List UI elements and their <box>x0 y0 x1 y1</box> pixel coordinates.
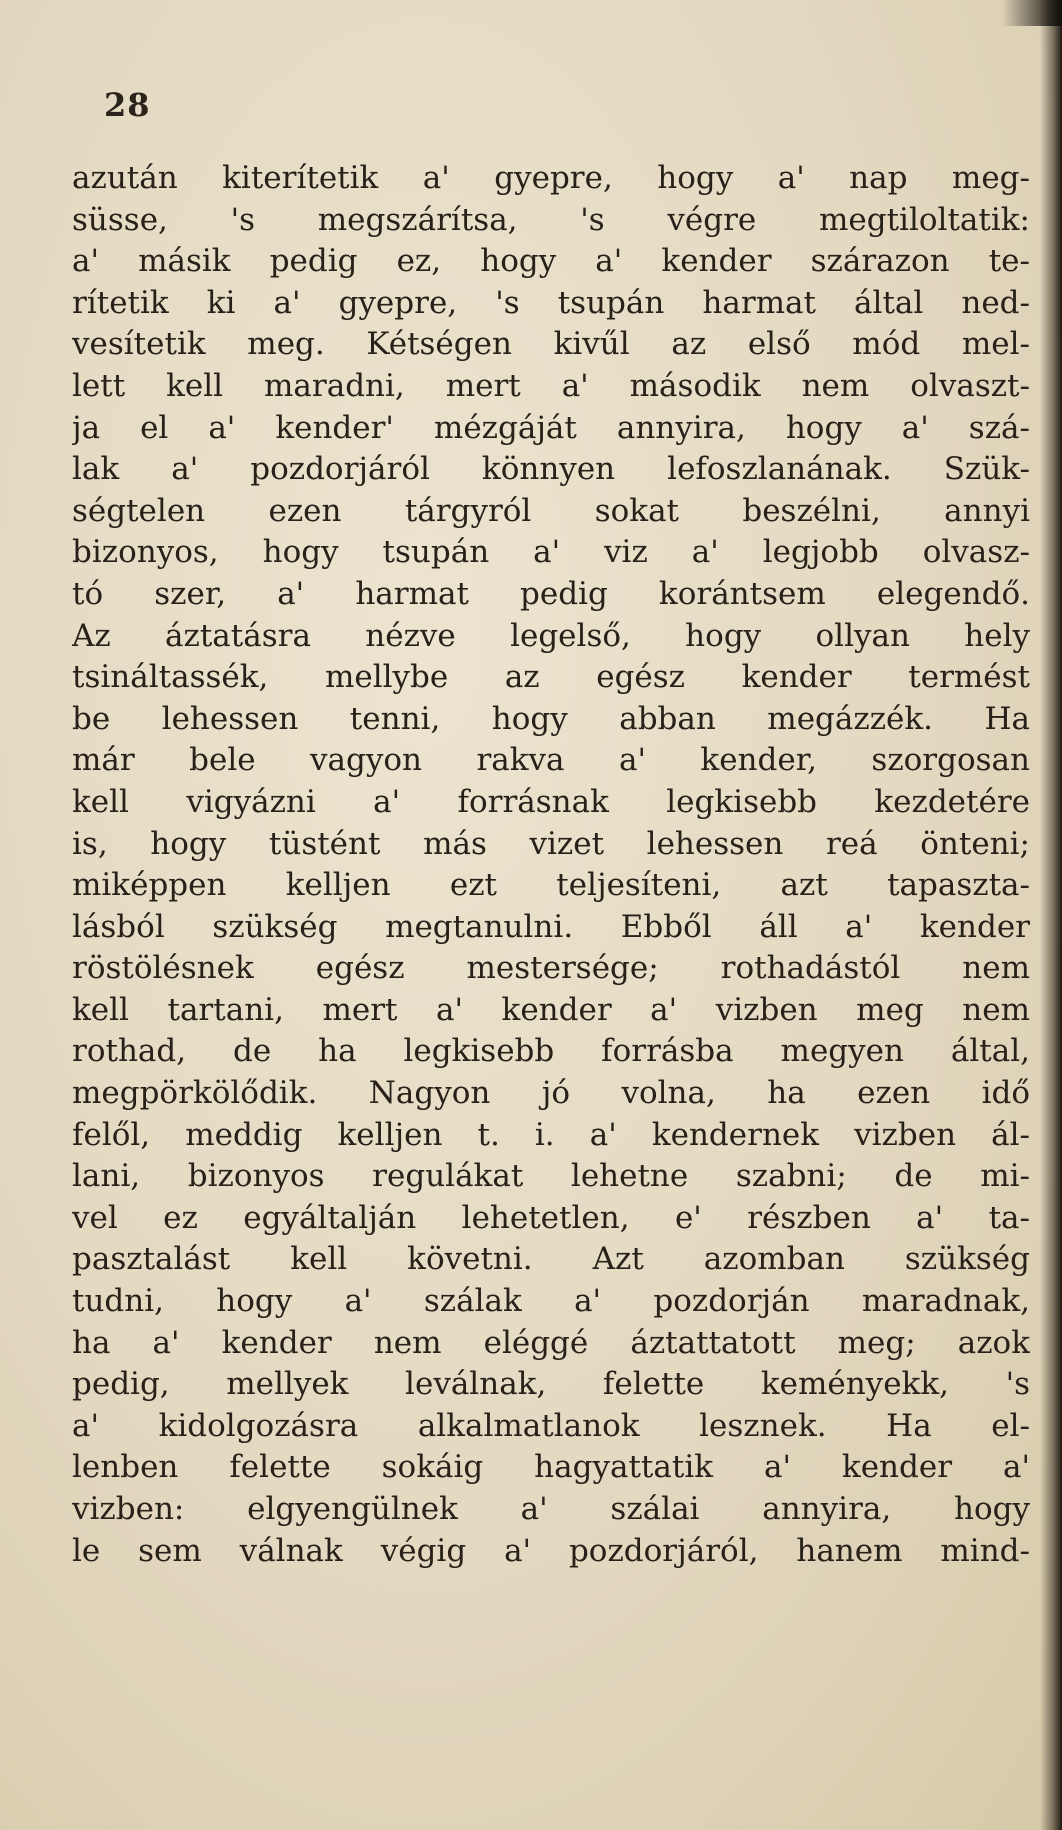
text-line: ha a' kender nem eléggé áztattatott meg; azok <box>72 1324 1030 1361</box>
text-line: Az áztatásra nézve legelső, hogy ollyan hely <box>72 617 1030 654</box>
text-line: kell vigyázni a' forrásnak legkisebb kezdetére <box>72 783 1030 820</box>
text-line: kell tartani, mert a' kender a' vizben meg nem <box>72 991 1030 1028</box>
text-line: lenben felette sokáig hagyattatik a' kender a' <box>72 1449 1030 1486</box>
text-line: már bele vagyon rakva a' kender, szorgosan <box>72 742 1030 779</box>
text-line: a' kidolgozásra alkalmatlanok lesznek. Ha el- <box>72 1407 1030 1444</box>
text-line: tudni, hogy a' szálak a' pozdorján maradnak, <box>72 1283 1030 1320</box>
text-line: bizonyos, hogy tsupán a' viz a' legjobb olvasz- <box>72 534 1030 571</box>
page-gutter-shadow <box>1040 0 1062 1830</box>
text-line: süsse, 's megszárítsa, 's végre megtiloltatik: <box>72 201 1030 238</box>
page-number: 28 <box>104 86 151 124</box>
text-line: rothad, de ha legkisebb forrásba megyen által, <box>72 1033 1030 1070</box>
text-line: vel ez egyáltalján lehetetlen, e' részben a' ta- <box>72 1199 1030 1236</box>
text-line: is, hogy tüstént más vizet lehessen reá önteni; <box>72 825 1030 862</box>
text-line: a' másik pedig ez, hogy a' kender szárazon te- <box>72 243 1030 280</box>
text-line: lásból szükség megtanulni. Ebből áll a' kender <box>72 908 1030 945</box>
page-corner-shadow <box>1002 0 1062 26</box>
body-text <box>72 158 1030 1572</box>
text-line: felől, meddig kelljen t. i. a' kendernek vizben ál- <box>72 1116 1030 1153</box>
text-line: lett kell maradni, mert a' második nem olvaszt- <box>72 367 1030 404</box>
text-line: ségtelen ezen tárgyról sokat beszélni, annyi <box>72 492 1030 529</box>
text-line: azután kiterítetik a' gyepre, hogy a' nap meg- <box>72 160 1030 196</box>
text-line: lani, bizonyos regulákat lehetne szabni; de mi- <box>72 1158 1030 1195</box>
text-line: tsináltassék, mellybe az egész kender termést <box>72 659 1030 696</box>
text-line: röstölésnek egész mestersége; rothadástól nem <box>72 950 1030 987</box>
text-line: be lehessen tenni, hogy abban megázzék. Ha <box>72 700 1030 737</box>
text-line: pasztalást kell követni. Azt azomban szükség <box>72 1241 1030 1278</box>
text-line: pedig, mellyek leválnak, felette keményekk, 's <box>72 1366 1030 1403</box>
text-line: le sem válnak végig a' pozdorjáról, hanem mind- <box>72 1532 1030 1569</box>
text-line: vesítetik meg. Kétségen kivűl az első mód mel- <box>72 326 1030 363</box>
text-line: tó szer, a' harmat pedig korántsem elegendő. <box>72 575 1030 612</box>
text-line: vizben: elgyengülnek a' szálai annyira, hogy <box>72 1491 1030 1527</box>
text-line: megpörkölődik. Nagyon jó volna, ha ezen idő <box>72 1075 1030 1112</box>
text-line: ja el a' kender' mézgáját annyira, hogy a' szá- <box>72 409 1030 446</box>
text-line: miképpen kelljen ezt teljesíteni, azt tapaszta- <box>72 867 1030 904</box>
text-line: lak a' pozdorjáról könnyen lefoszlanának. Szük- <box>72 451 1030 488</box>
text-line: rítetik ki a' gyepre, 's tsupán harmat által ned- <box>72 284 1030 321</box>
